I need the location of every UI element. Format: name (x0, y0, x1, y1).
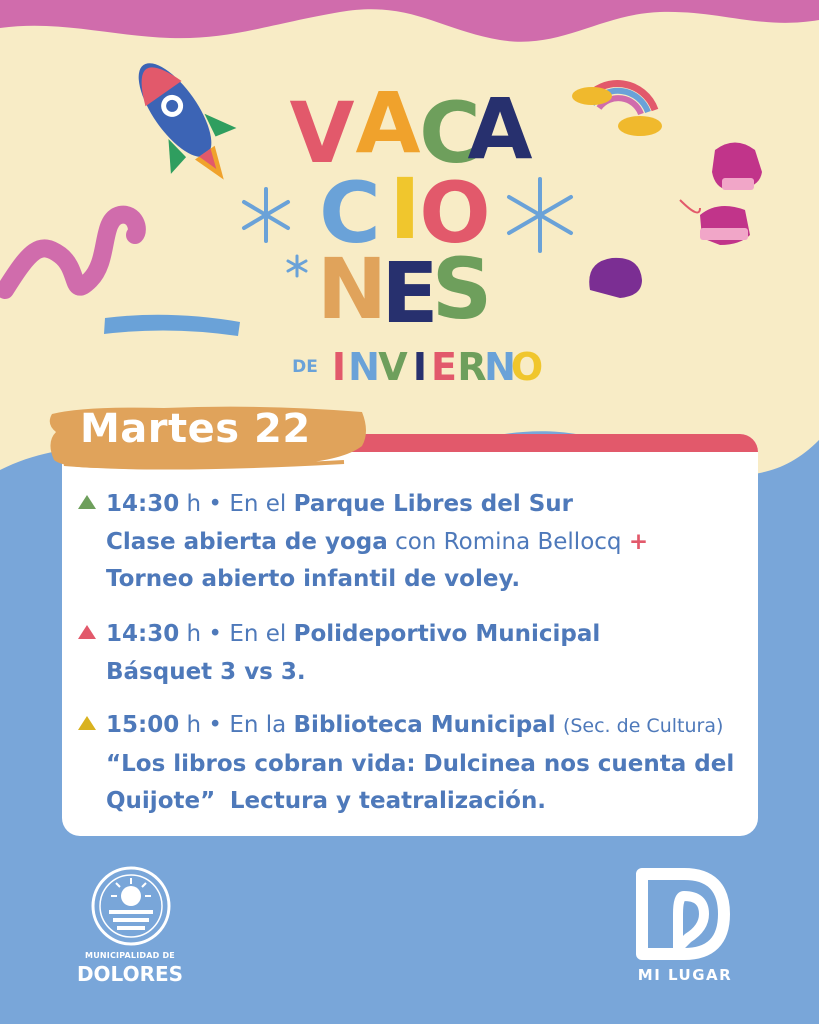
sun-icon (109, 878, 153, 930)
title-letter: V (289, 84, 355, 182)
municipality-label-big: DOLORES (76, 962, 184, 986)
triangle-marker-icon (78, 495, 96, 509)
subtitle-letter: I (412, 345, 428, 389)
municipality-label-small: MUNICIPALIDAD DE (85, 951, 175, 960)
title-letter: A (355, 74, 421, 172)
subtitle-letter: E (431, 345, 457, 389)
subtitle-letter: I (331, 345, 347, 389)
title-letter: S (431, 240, 493, 338)
event-item: 15:00 h • En la Biblioteca Municipal (Sec. de Cultura) “Los libros cobran vida: Dulcinea nos cuenta del Quijote” Lectura y teatralización. (78, 707, 734, 821)
title-letter: I (389, 160, 421, 258)
title-letter: A (467, 80, 533, 178)
title-letter: C (319, 164, 381, 262)
subtitle-letter: O (510, 345, 544, 389)
triangle-marker-icon (78, 625, 96, 639)
subtitle-letter: R (457, 345, 487, 389)
subtitle-letter: V (378, 345, 408, 389)
subtitle-letter: N (348, 345, 380, 389)
events-card (62, 434, 758, 836)
triangle-marker-icon (78, 716, 96, 730)
event-title (0, 0, 819, 420)
title-letter: O (419, 164, 491, 262)
mi-lugar-label: MI LUGAR (637, 966, 733, 984)
day-label: Martes 22 (80, 406, 311, 452)
title-letter: E (381, 244, 439, 342)
event-item: 14:30 h • En el Polideportivo Municipal Básquet 3 vs 3. (78, 616, 600, 691)
subtitle-letter: N (484, 345, 516, 389)
event-item: 14:30 h • En el Parque Libres del Sur Clase abierta de yoga con Romina Bellocq + Torneo abierto infantil de voley. (78, 486, 648, 599)
title-letter: N (316, 240, 388, 338)
title-letter: C (419, 84, 481, 182)
mi-lugar-logo (632, 866, 736, 962)
title-subtitle-prefix: DE (292, 357, 318, 377)
